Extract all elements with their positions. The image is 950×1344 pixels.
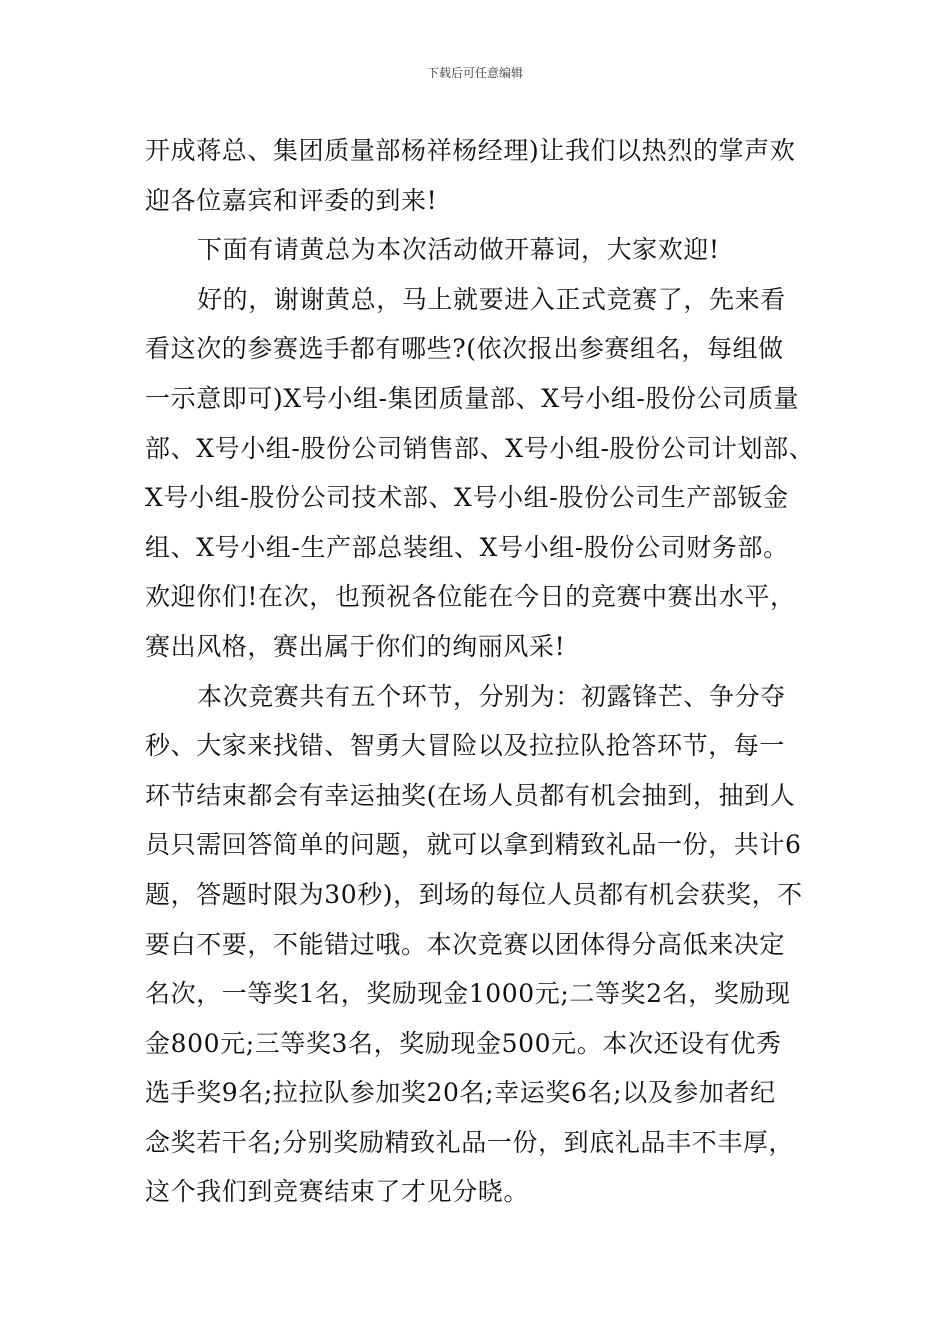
text-line: 秒、大家来找错、智勇大冒险以及拉拉队抢答环节，每一 [145,731,786,761]
document-body [145,126,825,1217]
text-line: 欢迎你们!在次，也预祝各位能在今日的竞赛中赛出水平， [145,582,796,612]
paragraph-competition-rules [145,672,825,1218]
text-line: 这个我们到竞赛结束了才见分晓。 [145,1177,530,1207]
text-line: 组、X号小组-生产部总装组、X号小组-股份公司财务部。 [145,532,789,562]
text-line: 好的，谢谢黄总，马上就要进入正式竞赛了，先来看 [197,284,786,314]
text-line: 本次竞赛共有五个环节，分别为：初露锋芒、争分夺 [197,681,786,711]
text-line: 选手奖9名;拉拉队参加奖20名;幸运奖6名;以及参加者纪 [145,1078,776,1108]
text-line: 要白不要，不能错过哦。本次竞赛以团体得分高低来决定 [145,929,786,959]
text-line: 金800元;三等奖3名，奖励现金500元。本次还设有优秀 [145,1028,782,1058]
text-line: 下面有请黄总为本次活动做开幕词，大家欢迎! [197,235,720,265]
text-line: 员只需回答简单的问题，就可以拿到精致礼品一份，共计6 [145,830,802,860]
text-line: 迎各位嘉宾和评委的到来! [145,185,438,215]
text-line: 赛出风格，赛出属于你们的绚丽风采! [145,631,566,661]
text-line: 念奖若干名;分别奖励精致礼品一份，到底礼品丰不丰厚， [145,1127,795,1157]
text-line: 一示意即可)X号小组-集团质量部、X号小组-股份公司质量 [145,383,800,413]
paragraph-contestants [145,275,825,672]
text-line: X号小组-股份公司技术部、X号小组-股份公司生产部钣金 [145,483,789,513]
page-header-note: 下载后可任意编辑 [426,66,523,80]
text-line: 看这次的参赛选手都有哪些?(依次报出参赛组名，每组做 [145,334,784,364]
text-line: 环节结束都会有幸运抽奖(在场人员都有机会抽到，抽到人 [145,780,796,810]
text-line: 部、X号小组-股份公司销售部、X号小组-股份公司计划部、 [145,433,815,463]
text-line: 名次，一等奖1名，奖励现金1000元;二等奖2名，奖励现 [145,979,791,1009]
paragraph-opening-speech [145,225,825,275]
text-line: 题，答题时限为30秒)，到场的每位人员都有机会获奖，不 [145,879,803,909]
text-line: 开成蒋总、集团质量部杨祥杨经理)让我们以热烈的掌声欢 [145,136,796,165]
paragraph-welcome-guests [145,126,825,225]
